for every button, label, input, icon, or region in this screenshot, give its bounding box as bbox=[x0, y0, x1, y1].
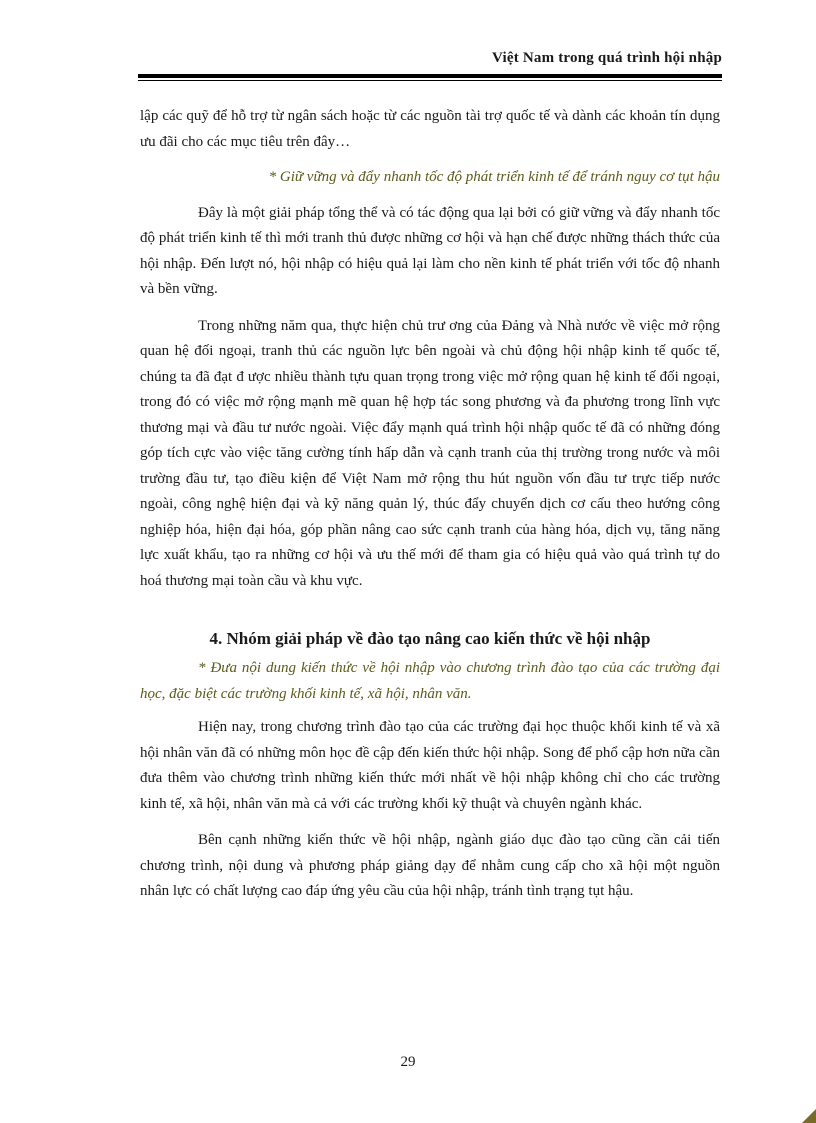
paragraph-growth-solution: Đây là một giải pháp tổng thể và có tác động qua lại bởi có giữ vững và đẩy nhanh tốc độ phát triển kinh tế thì mới tranh thủ được những cơ hội và hạn chế được những thách thức của hội nhập. Đến lượt nó, hội nhập có hiệu quả lại làm cho nền kinh tế phát triển với tốc độ nhanh và bền vững. bbox=[140, 204, 720, 297]
page-number: 29 bbox=[400, 1054, 416, 1070]
header-rule-thick bbox=[138, 74, 722, 78]
page-body bbox=[140, 104, 720, 905]
header-rule-thin bbox=[138, 80, 722, 81]
page-corner-mark bbox=[802, 1109, 816, 1123]
section-heading-4: 4. Nhóm giải pháp về đào tạo nâng cao kiến thức về hội nhập bbox=[209, 629, 651, 648]
subheading-education: * Đưa nội dung kiến thức về hội nhập vào chương trình đào tạo của các trường đại học, đặc biệt các trường khối kinh tế, xã hội, nhân văn. bbox=[140, 660, 720, 702]
paragraph-teaching-methods: Bên cạnh những kiến thức về hội nhập, ngành giáo dục đào tạo cũng cần cải tiến chương trình, nội dung và phương pháp giảng dạy để nhằm cung cấp cho xã hội một nguồn nhân lực có chất lượng cao đáp ứng yêu cầu của hội nhập, tránh tình trạng tụt hậu. bbox=[140, 832, 720, 899]
header-title: Việt Nam trong quá trình hội nhập bbox=[492, 50, 722, 66]
paragraph-continuation: lập các quỹ để hỗ trợ từ ngân sách hoặc từ các nguồn tài trợ quốc tế và dành các khoản tín dụng ưu đãi cho các mục tiêu trên đây… bbox=[140, 108, 720, 150]
paragraph-achievements: Trong những năm qua, thực hiện chủ trư ơng của Đảng và Nhà nước về việc mở rộng quan hệ đối ngoại, tranh thủ các nguồn lực bên ngoài và chủ động hội nhập kinh tế quốc tế, chúng ta đã đạt đ ược nhiều thành tựu quan trọng trong việc mở rộng quan hệ kinh tế đối ngoại, trong đó có việc mở rộng mạnh mẽ quan hệ hợp tác song phương và đa phương trong lĩnh vực thương mại và đầu tư nước ngoài. Việc đẩy mạnh quá trình hội nhập quốc tế đã có những đóng góp tích cực vào việc tăng cường tính hấp dẫn và cạnh tranh của thị trường trong nước và môi trường đầu tư, tạo điều kiện để Việt Nam mở rộng thu hút nguồn vốn đầu tư trực tiếp nước ngoài, công nghệ hiện đại và kỹ năng quản lý, thúc đẩy chuyển dịch cơ cấu theo hướng công nghiệp hóa, hiện đại hóa, góp phần nâng cao sức cạnh tranh của hàng hóa, dịch vụ, tăng năng lực xuất khẩu, tạo ra những cơ hội và ưu thế mới để tham gia có hiệu quả vào quá trình tự do hoá thương mại toàn cầu và khu vực. bbox=[140, 317, 720, 589]
subheading-growth: * Giữ vững và đẩy nhanh tốc độ phát triển kinh tế để tránh nguy cơ tụt hậu bbox=[268, 169, 720, 185]
page-header bbox=[138, 50, 722, 84]
paragraph-curriculum: Hiện nay, trong chương trình đào tạo của các trường đại học thuộc khối kinh tế và xã hội nhân văn đã có những môn học đề cập đến kiến thức hội nhập. Song để phổ cập hơn nữa cần đưa thêm vào chương trình những kiến thức mới nhất về hội nhập không chỉ cho các trường kinh tế, xã hội, nhân văn mà cả với các trường khối kỹ thuật và chuyên ngành khác. bbox=[140, 719, 720, 812]
